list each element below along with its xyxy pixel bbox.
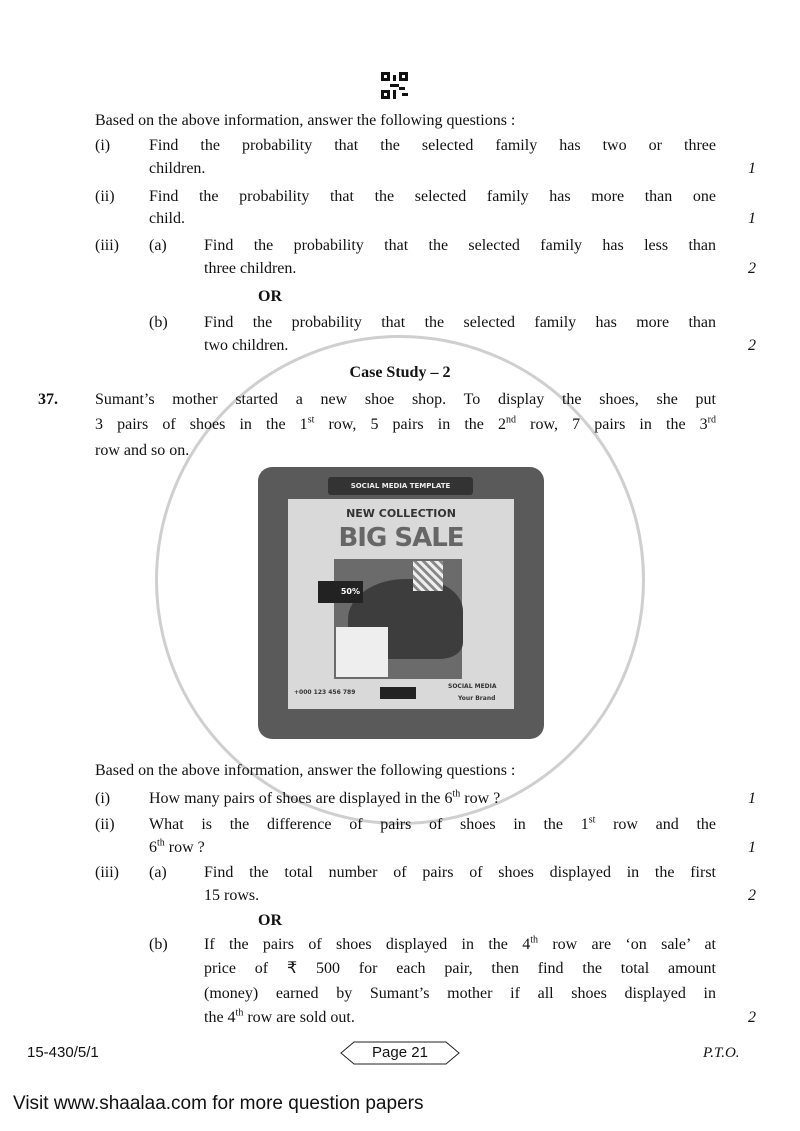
question-number: 37.	[38, 391, 58, 408]
question-text: Find the probability that the selected family has two or three	[149, 137, 716, 154]
text: What is the difference of pairs of shoes in the 1	[149, 816, 589, 833]
sup: st	[588, 814, 596, 826]
sub-label: (b)	[149, 314, 168, 331]
ad-poster	[288, 499, 514, 709]
question-text: three children.	[204, 260, 297, 277]
question-text: Find the probability that the selected family has less than	[204, 237, 716, 254]
text: If the pairs of shoes displayed in the 4	[204, 936, 531, 953]
sup: st	[307, 414, 315, 426]
question-text	[204, 935, 716, 955]
ad-headline: NEW COLLECTION	[346, 507, 456, 520]
q-label: (iii)	[95, 864, 119, 881]
case-study-title: Case Study – 2	[349, 364, 451, 381]
text: row, 5 pairs in the 2	[314, 416, 507, 433]
text: row ?	[460, 790, 501, 807]
marks: 1	[748, 160, 756, 177]
sub-label: (a)	[149, 864, 167, 881]
section1-intro: Based on the above information, answer the following questions :	[95, 112, 516, 129]
marks: 1	[748, 790, 756, 807]
text: 3 pairs of shoes in the 1	[95, 416, 308, 433]
page-number: Page 21	[372, 1044, 428, 1061]
question-text: Find the probability that the selected family has more than one	[149, 188, 716, 205]
sup: th	[452, 788, 461, 800]
question-text: Find the total number of pairs of shoes displayed in the first	[204, 864, 716, 881]
text: row and the	[595, 816, 717, 833]
text: 6	[149, 839, 157, 856]
or-label: OR	[258, 288, 282, 305]
text: row are sold out.	[243, 1009, 355, 1026]
sub-label: (b)	[149, 936, 168, 953]
section2-intro: Based on the above information, answer the following questions :	[95, 762, 516, 779]
white-block	[336, 627, 388, 677]
question-text	[149, 815, 716, 835]
pto-label: P.T.O.	[703, 1045, 740, 1061]
question-text: two children.	[204, 337, 289, 354]
marks: 1	[748, 210, 756, 227]
sup: th	[157, 837, 165, 849]
question-text: 15 rows.	[204, 887, 260, 904]
ad-social: SOCIAL MEDIA	[448, 683, 497, 690]
case-text: row and so on.	[95, 442, 190, 459]
q-label: (i)	[95, 137, 111, 154]
shoe-sale-image	[258, 467, 544, 739]
text: row are ‘on sale’ at	[538, 936, 716, 953]
marks: 2	[748, 260, 756, 277]
marks: 1	[748, 839, 756, 856]
text: row ?	[164, 839, 205, 856]
q-label: (ii)	[95, 188, 115, 205]
case-text: Sumant’s mother started a new shoe shop. To display the shoes, she put	[95, 391, 716, 408]
ad-button	[380, 687, 416, 699]
sup: th	[235, 1007, 244, 1019]
question-text: (money) earned by Sumant’s mother if all shoes displayed in	[204, 985, 716, 1002]
question-text	[149, 838, 205, 858]
page-number-badge	[340, 1041, 460, 1065]
ad-banner: SOCIAL MEDIA TEMPLATE	[328, 477, 473, 495]
marks: 2	[748, 1009, 756, 1026]
ad-brand: Your Brand	[458, 695, 496, 702]
q-label: (i)	[95, 790, 111, 807]
ad-phone: +000 123 456 789	[294, 689, 356, 696]
text: row, 7 pairs in the 3	[516, 416, 708, 433]
sup: rd	[707, 414, 717, 426]
marks: 2	[748, 337, 756, 354]
discount-badge: 50%	[318, 581, 363, 603]
question-text	[149, 789, 500, 809]
q-label: (iii)	[95, 237, 119, 254]
question-text: child.	[149, 210, 185, 227]
stripes-pattern	[413, 561, 443, 591]
qr-code-icon	[381, 72, 408, 99]
sub-label: (a)	[149, 237, 167, 254]
sup: nd	[506, 414, 517, 426]
marks: 2	[748, 887, 756, 904]
promo-link[interactable]: Visit www.shaalaa.com for more question papers	[13, 1093, 424, 1114]
case-text	[95, 415, 716, 435]
question-text: price of ₹ 500 for each pair, then find the total amount	[204, 960, 716, 977]
question-text: Find the probability that the selected family has more than	[204, 314, 716, 331]
sup: th	[530, 934, 538, 946]
question-text	[204, 1008, 355, 1028]
or-label: OR	[258, 912, 282, 929]
text: How many pairs of shoes are displayed in the 6	[149, 790, 453, 807]
paper-code: 15-430/5/1	[27, 1044, 99, 1061]
text: the 4	[204, 1009, 236, 1026]
q-label: (ii)	[95, 816, 115, 833]
question-text: children.	[149, 160, 206, 177]
ad-big-text: BIG SALE	[338, 523, 464, 553]
